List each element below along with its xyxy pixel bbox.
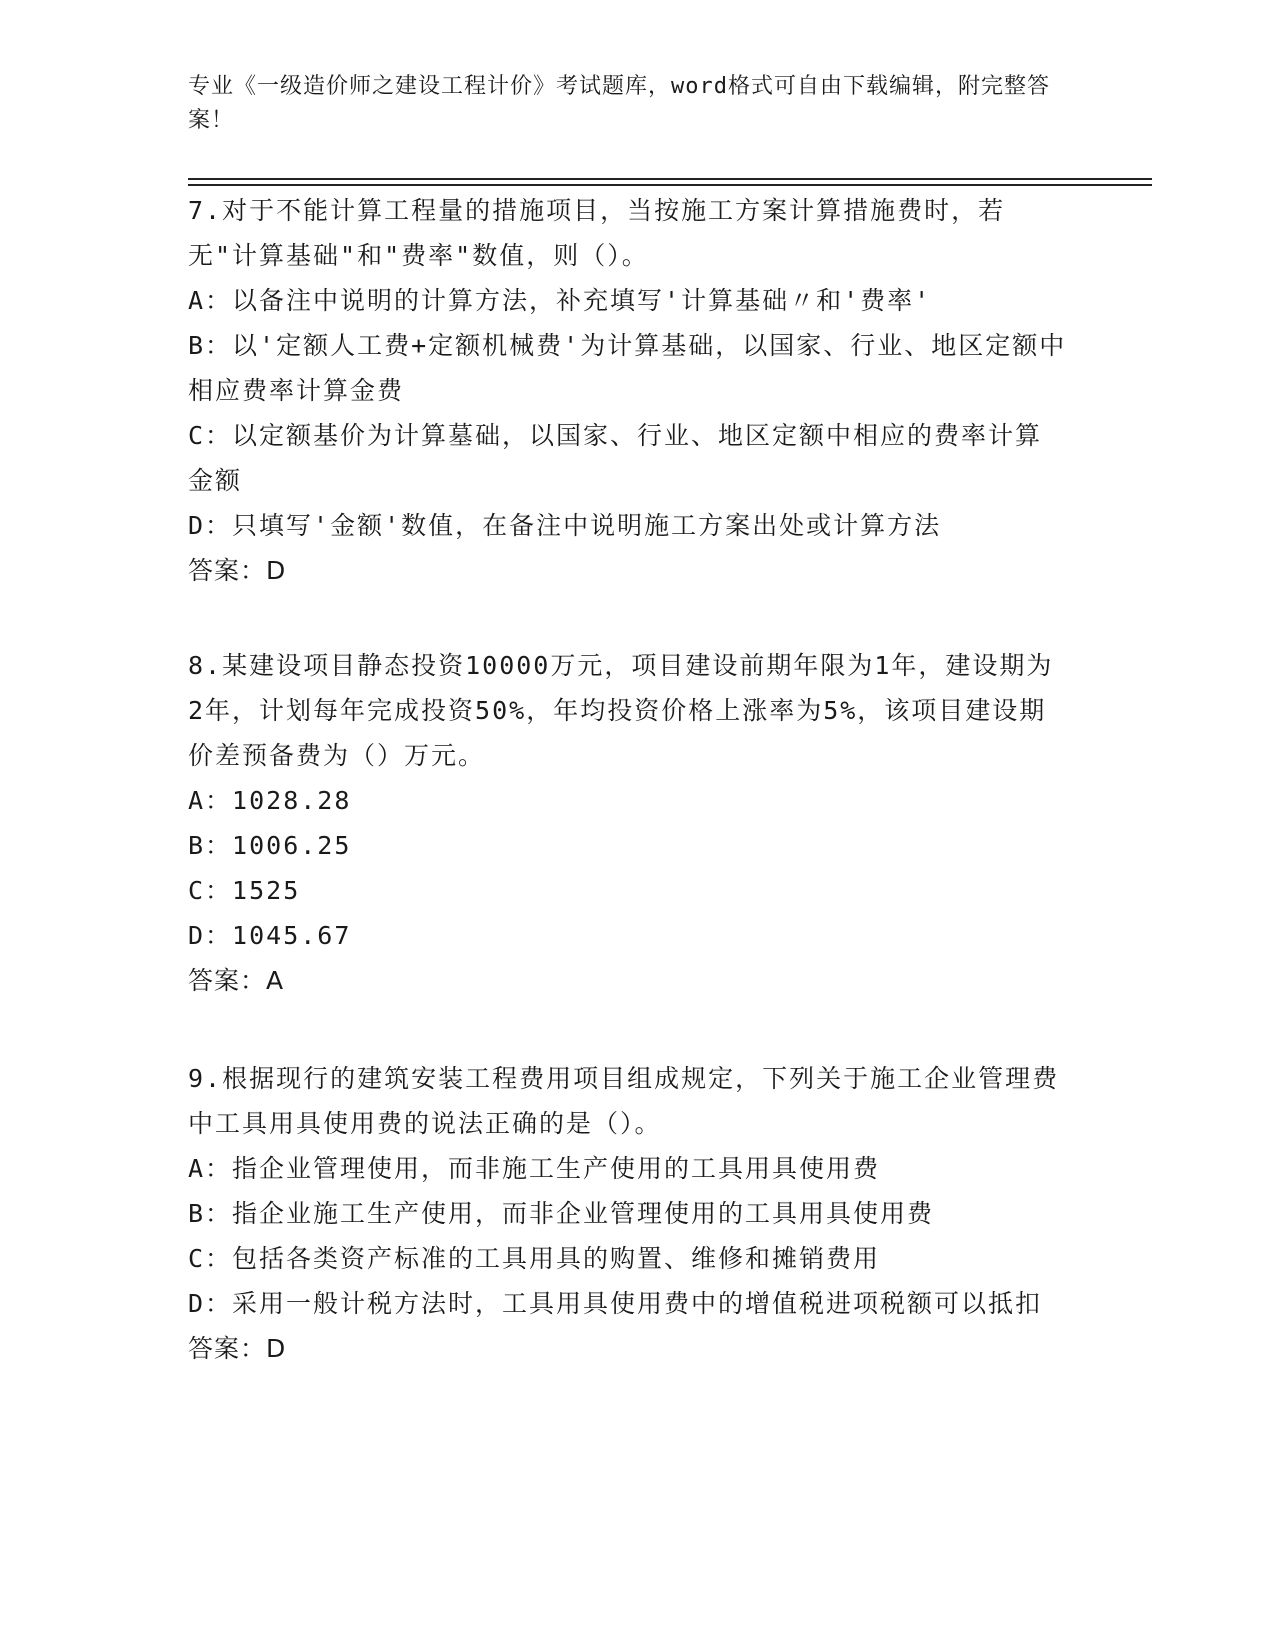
answer-line: 答案：A bbox=[188, 966, 285, 995]
header-divider-bottom bbox=[188, 184, 1152, 186]
option-d: D：1045.67 bbox=[188, 921, 352, 950]
option-a: A：指企业管理使用，而非施工生产使用的工具用具使用费 bbox=[188, 1154, 881, 1183]
answer-line: 答案：D bbox=[188, 556, 287, 585]
option-c: C：以定额基价为计算墓础，以国家、行业、地区定额中相应的费率计算金额 bbox=[188, 421, 1043, 495]
header-divider-top bbox=[188, 178, 1152, 180]
option-b: B：指企业施工生产使用，而非企业管理使用的工具用具使用费 bbox=[188, 1199, 935, 1228]
question-stem: 8.某建设项目静态投资10000万元，项目建设前期年限为1年，建设期为2年，计划每年完成投资50%，年均投资价格上涨率为5%，该项目建设期价差预备费为（）万元。 bbox=[188, 651, 1054, 770]
option-c: C：1525 bbox=[188, 876, 301, 905]
question-9 bbox=[188, 1056, 1068, 1371]
question-8 bbox=[188, 643, 1068, 1003]
option-d: D：采用一般计税方法时，工具用具使用费中的增值税进项税额可以抵扣 bbox=[188, 1289, 1043, 1318]
option-c: C：包括各类资产标准的工具用具的购置、维修和摊销费用 bbox=[188, 1244, 881, 1273]
document-header: 专业《一级造价师之建设工程计价》考试题库，word格式可自由下载编辑，附完整答案！ bbox=[188, 74, 1050, 133]
question-stem: 9.根据现行的建筑安装工程费用项目组成规定，下列关于施工企业管理费中工具用具使用费的说法正确的是（）。 bbox=[188, 1064, 1060, 1138]
answer-line: 答案：D bbox=[188, 1334, 287, 1363]
option-d: D：只填写'金额'数值，在备注中说明施工方案出处或计算方法 bbox=[188, 511, 942, 540]
question-stem: 7.对于不能计算工程量的措施项目，当按施工方案计算措施费时，若无"计算基础"和"费率"数值，则（）。 bbox=[188, 196, 1006, 270]
question-7 bbox=[188, 188, 1068, 593]
option-a: A：1028.28 bbox=[188, 786, 352, 815]
option-b: B：1006.25 bbox=[188, 831, 352, 860]
option-a: A：以备注中说明的计算方法，补充填写'计算基础〃和'费率' bbox=[188, 286, 932, 315]
option-b: B：以'定额人工费+定额机械费'为计算基础，以国家、行业、地区定额中相应费率计算金费 bbox=[188, 331, 1067, 405]
